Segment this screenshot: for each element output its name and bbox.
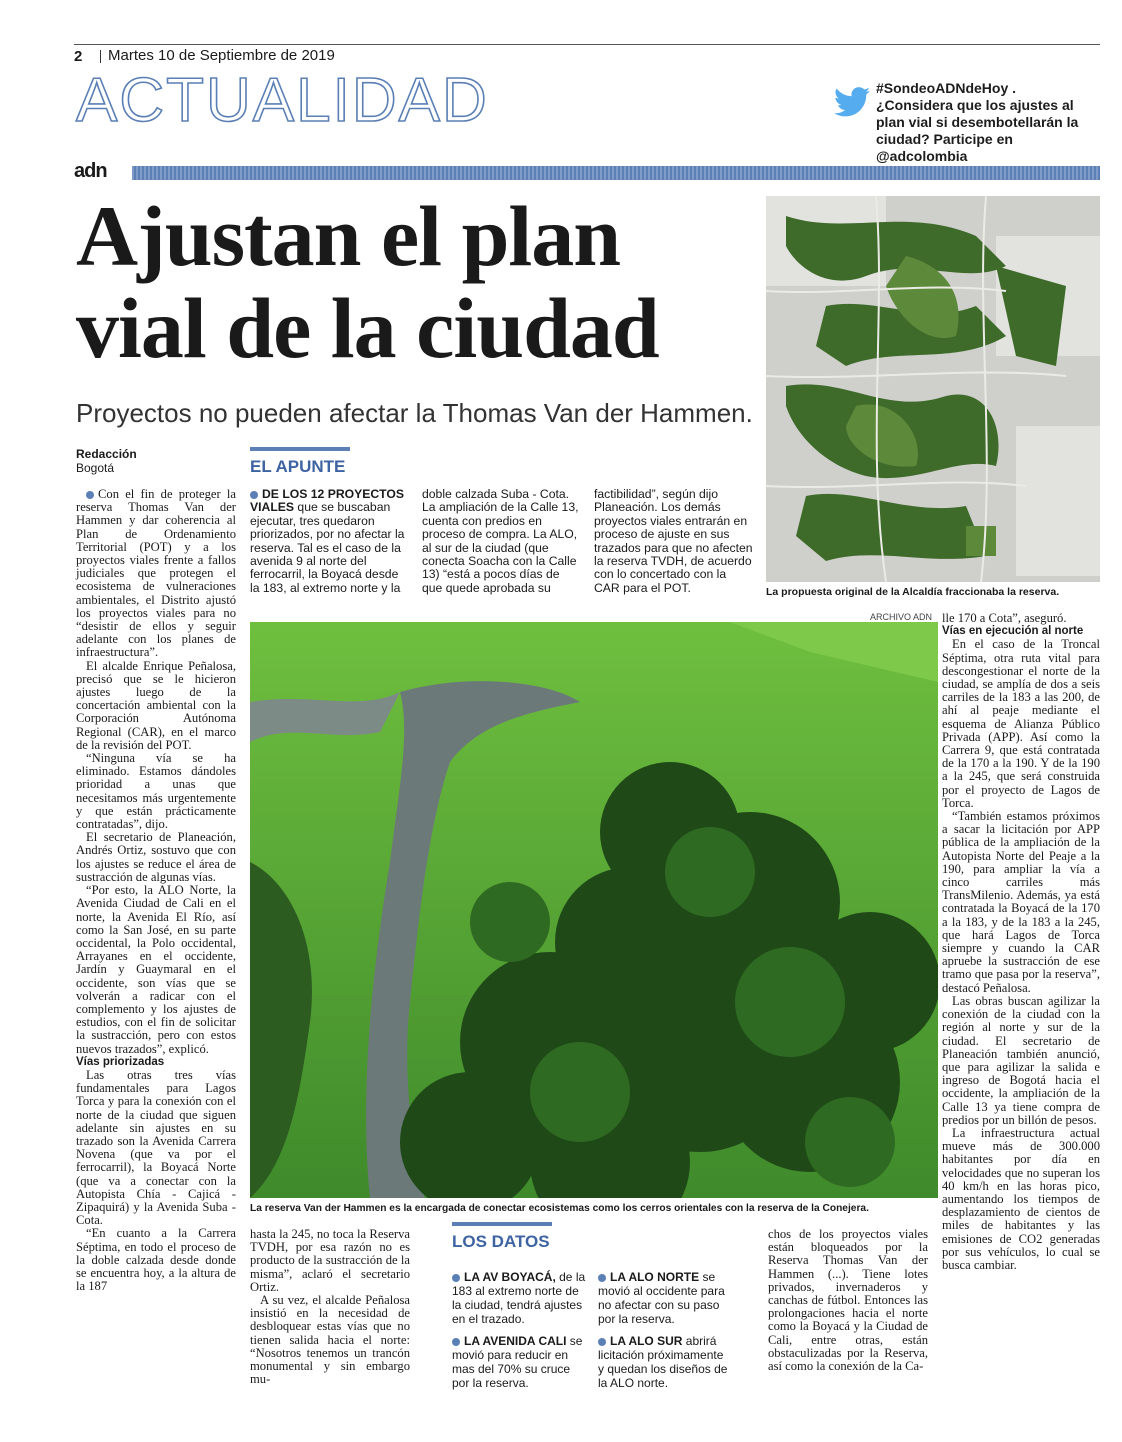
- paragraph: chos de los proyectos viales están bloqueados por la Reserva Thomas Van der Hammen (...). Tiene lotes privados, invernaderos y canchas de fútbol. Entonces las prolongaciones hacia el norte como la Boyacá y la Ciudad de Cali, entre otras, están obstaculizadas por la Reserva, así como la conexión de la Ca-: [768, 1227, 928, 1374]
- reserve-map-image: [766, 196, 1100, 582]
- paragraph: Las otras tres vías fundamentales para Lagos Torca y para la conexión con el norte de la ciudad que siguen adelante sin ajustes en su trazado son la Avenida Carrera Novena (que va por el ferrocarril), la Boyacá Norte (que va a conectar con la Autopista Chía - Cajicá - Zipaquirá) y la Avenida Suba - Cota.: [76, 1067, 236, 1228]
- datos-box: [452, 1222, 752, 1252]
- headline-line-2: vial de la ciudad: [76, 280, 659, 376]
- photo-credit: ARCHIVO ADN: [870, 612, 933, 622]
- apunte-title: EL APUNTE: [250, 457, 346, 476]
- aerial-map-graphic: [766, 196, 1100, 582]
- top-rule: [74, 44, 1100, 45]
- article-column-5: [942, 612, 1100, 1272]
- datos-item: LA AVENIDA CALI se movió para reducir en mas del 70% su cruce por la reserva.: [452, 1334, 583, 1390]
- article-column-1: [76, 488, 236, 1293]
- apunte-rule: [250, 447, 350, 451]
- paragraph: “En cuanto a la Carrera Séptima, en todo el proceso de la doble calzada desde donde se encuentra hoy, a la altura de la 187: [76, 1226, 236, 1294]
- datos-item: LA ALO NORTE se movió al occidente para no afectar con su paso por la reserva.: [598, 1270, 725, 1326]
- datos-column-left: [452, 1270, 586, 1398]
- paragraph: “Por esto, la ALO Norte, la Avenida Ciudad de Cali en el norte, la Avenida El Río, así como la San José, en su parte occidental, la Polo occidental, Arrayanes en el occidente, Jardín y Guaymaral en el occidente, son vías que se volverán a radicar con el complemento y los ajustes de estudios, con el fin de solicitar la sustracción, pero con estos nuevos trazados”, explicó.: [76, 883, 236, 1056]
- section-title: ACTUALIDAD: [76, 66, 489, 135]
- adn-logo: adn: [74, 160, 107, 182]
- subheadline: Proyectos no pueden afectar la Thomas Van der Hammen.: [76, 398, 753, 428]
- bullet-dot-icon: [598, 1338, 606, 1346]
- bullet-dot-icon: [452, 1338, 460, 1346]
- datos-title: LOS DATOS: [452, 1232, 550, 1251]
- paragraph: hasta la 245, no toca la Reserva TVDH, por esa razón no es producto de la sustracción de la misma”, aclaró el secretario Ortiz.: [250, 1227, 410, 1294]
- subheading-vias-ejecucion: Vías en ejecución al norte: [942, 625, 1084, 638]
- paragraph: “Ninguna vía se ha eliminado. Estamos dándoles prioridad a unas que necesitamos más urgentemente y que están prácticamente contratadas”, dijo.: [76, 751, 236, 832]
- twitter-poll-prompt: #SondeoADNdeHoy . ¿Considera que los ajustes al plan vial si desembotellarán la ciudad? Participe en @adcolombia: [876, 80, 1079, 164]
- headline-line-1: Ajustan el plan: [76, 188, 621, 284]
- apunte-column-a: DE LOS 12 PROYECTOS VIALES que se buscaban ejecutar, tres quedaron priorizados, por no afectar la reserva. Tal es el caso de la avenida 9 al norte del ferrocarril, la Boyacá desde la 183, al extremo norte y la: [250, 487, 405, 595]
- article-column-4: [768, 1228, 928, 1373]
- bullet-dot-icon: [250, 491, 258, 499]
- byline: Redacción: [76, 447, 137, 461]
- paragraph: La infraestructura actual mueve más de 300.000 habitantes por día en velocidades que no superan los 40 km/h en las horas pico, aumentando los tiempos de desplazamiento de cientos de miles de habitantes y las emisiones de CO2 generadas por sus vehículos, lo cual se busca cambiar.: [942, 1125, 1100, 1272]
- paragraph: Las obras buscan agilizar la conexión de la ciudad con la región al norte y sur de la ciudad. El secretario de Planeación también anunció, que para agilizar la salida e ingreso de Bogotá hacia el occidente, la ampliación de la Calle 13 ya tiene compra de predios por un billón de pesos.: [942, 993, 1100, 1127]
- headline: [76, 190, 766, 374]
- apunte-column-b: doble calzada Suba - Cota. La ampliación de la Calle 13, cuenta con predios en proceso de compra. La ALO, al sur de la ciudad (que conecta Soacha con la Calle 13) “está a pocos días de que quede aprobada su: [422, 487, 579, 595]
- article-column-2: [250, 1228, 410, 1386]
- subheading-vias-priorizadas: Vías priorizadas: [76, 1055, 165, 1068]
- section-bar: [132, 166, 1100, 180]
- photo-caption: La reserva Van der Hammen es la encargada de conectar ecosistemas como los cerros orientales con la reserva de la Conejera.: [250, 1203, 869, 1214]
- paragraph: “También estamos próximos a sacar la licitación por APP pública de la ampliación de la Autopista Norte del Peaje a la 190, para ampliar la vía a cinco carriles más TransMilenio. Además, ya está contratada la Boyacá de la 170 a la 183, y de la 183 a la 245, que hará Lagos de Torca siempre y cuando la CAR apruebe la sustracción de ese tramo que pasa por la reserva”, destacó Peñalosa.: [942, 809, 1100, 995]
- reserve-aerial-photo: [250, 622, 938, 1198]
- paragraph: lle 170 a Cota”, aseguró.: [942, 611, 1067, 625]
- map-caption: La propuesta original de la Alcaldía fraccionaba la reserva.: [766, 586, 1060, 598]
- datos-item: LA ALO SUR abrirá licitación próximamente y quedan los diseños de la ALO norte.: [598, 1334, 728, 1390]
- paragraph: El secretario de Planeación, Andrés Ortiz, sostuvo que con los ajustes se reduce el área de sustracción de algunas vías.: [76, 830, 236, 884]
- paragraph: A su vez, el alcalde Peñalosa insistió en la necesidad de desbloquear estas vías que no tienen salida hacia el norte: “Nosotros tenemos un trancón monumental y sin embargo mu-: [250, 1293, 410, 1387]
- issue-date: Martes 10 de Septiembre de 2019: [108, 47, 335, 64]
- page-number: 2: [74, 48, 83, 65]
- apunte-box: [250, 447, 760, 477]
- byline-location: Bogotá: [76, 461, 115, 475]
- twitter-bird-icon: [834, 86, 870, 118]
- aerial-photo-graphic: [250, 622, 938, 1198]
- datos-rule: [452, 1222, 552, 1226]
- paragraph: Con el fin de proteger la reserva Thomas Van der Hammen y dar coherencia al Plan de Ordenamiento Territorial (POT) y a los proyectos viales frente a fallos judiciales que protegen el ecosistema de vulneraciones ambientales, el Distrito ajustó los proyectos viales para no “desistir de ellos y seguir adelante con los planes de infraestructura”.: [76, 487, 236, 660]
- bullet-dot-icon: [598, 1274, 606, 1282]
- datos-item: LA AV BOYACÁ, de la 183 al extremo norte de la ciudad, tendrá ajustes en el trazado.: [452, 1270, 586, 1326]
- bullet-dot-icon: [452, 1274, 460, 1282]
- paragraph: El alcalde Enrique Peñalosa, precisó que se le hicieron ajustes luego de la concertación ambiental con la Corporación Autónoma Regional (CAR), en el marco de la revisión del POT.: [76, 658, 236, 752]
- paragraph: En el caso de la Troncal Séptima, otra ruta vital para descongestionar el norte de la ciudad, se amplía de dos a seis carriles de la 183 a las 200, de ahí al peaje mediante el esquema de Alianza Público Privada (APP). Así como la Carrera 9, que está contratada de la 170 a la 190. Y de la 190 a la 245, que será construida por el proyecto de Lagos de Torca.: [942, 637, 1100, 810]
- datos-column-right: [598, 1270, 732, 1398]
- apunte-column-c: factibilidad”, según dijo Planeación. Los demás proyectos viales entrarán en proceso de ajuste en sus trazados para que no afecten la reserva TVDH, de acuerdo con lo concertado con la CAR para el POT.: [594, 487, 753, 595]
- date-divider: [100, 50, 101, 63]
- bullet-dot-icon: [86, 491, 94, 499]
